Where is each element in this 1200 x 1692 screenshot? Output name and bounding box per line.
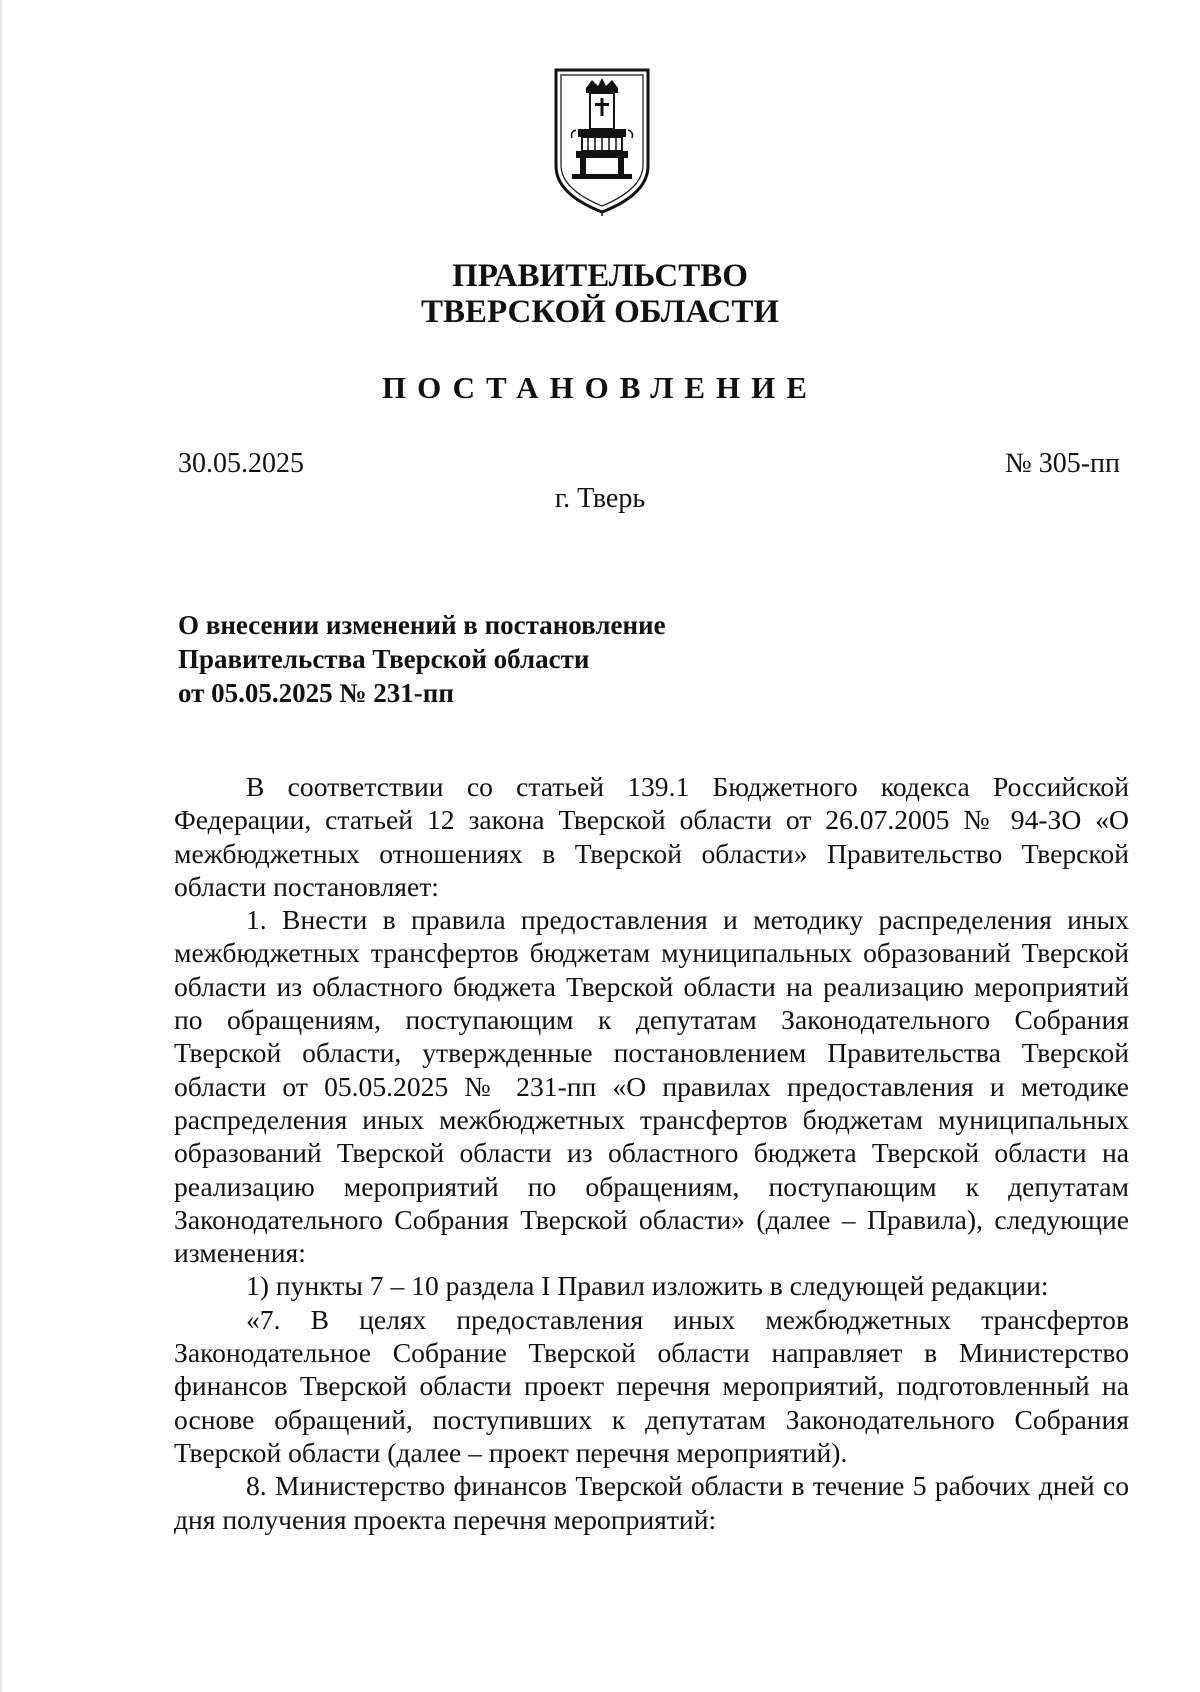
document-type: ПОСТАНОВЛЕНИЕ <box>382 370 818 405</box>
body-paragraph: 8. Министерство финансов Тверской области в течение 5 рабочих дней со дня получения проекта перечня мероприятий: <box>174 1470 1129 1535</box>
body-paragraph: 1. Внести в правила предоставления и методику распределения иных межбюджетных трансфертов бюджетам муниципальных образований Тверской области из областного бюджета Тверской области на реализацию мероприятий по обращениям, поступающим к депутатам Законодательного Собрания Тверской области, утвержденные постановлением Правительства Тверской области от 05.05.2025 № 231-пп «О правилах предоставления и методике распределения иных межбюджетных трансфертов бюджетам муниципальных образований Тверской области из областного бюджета Тверской области на реализацию мероприятий по обращениям, поступающим к депутатам Законодательного Собрания Тверской области» (далее – Правила), следующие изменения: <box>174 904 1129 1269</box>
scan-edge <box>0 0 2 1692</box>
body-paragraph: 1) пункты 7 – 10 раздела I Правил изложить в следующей редакции: <box>246 1270 1049 1302</box>
document-date: 30.05.2025 <box>178 448 304 479</box>
body-paragraph: В соответствии со статьей 139.1 Бюджетного кодекса Российской Федерации, статьей 12 закона Тверской области от 26.07.2005 № 94-ЗО «О межбюджетных отношениях в Тверской области» Правительство Тверской области постановляет: <box>174 771 1129 902</box>
document-city: г. Тверь <box>554 483 646 514</box>
document-subject <box>178 608 666 710</box>
document-body <box>174 770 1129 1536</box>
body-paragraph: «7. В целях предоставления иных межбюджетных трансфертов Законодательное Собрание Тверской области направляет в Министерство финансов Тверской области проект перечня мероприятий, подготовленный на основе обращений, поступивших к депутатам Законодательного Собрания Тверской области (далее – проект перечня мероприятий). <box>174 1303 1129 1468</box>
document-number: № 305-пп <box>1004 448 1120 479</box>
subject-line: от 05.05.2025 № 231-пп <box>178 678 454 708</box>
subject-line: О внесении изменений в постановление <box>178 610 666 640</box>
government-name-line1: ПРАВИТЕЛЬСТВО <box>452 258 748 294</box>
government-name-line2: ТВЕРСКОЙ ОБЛАСТИ <box>420 294 780 330</box>
subject-line: Правительства Тверской области <box>178 644 590 674</box>
coat-of-arms-icon <box>552 66 652 218</box>
